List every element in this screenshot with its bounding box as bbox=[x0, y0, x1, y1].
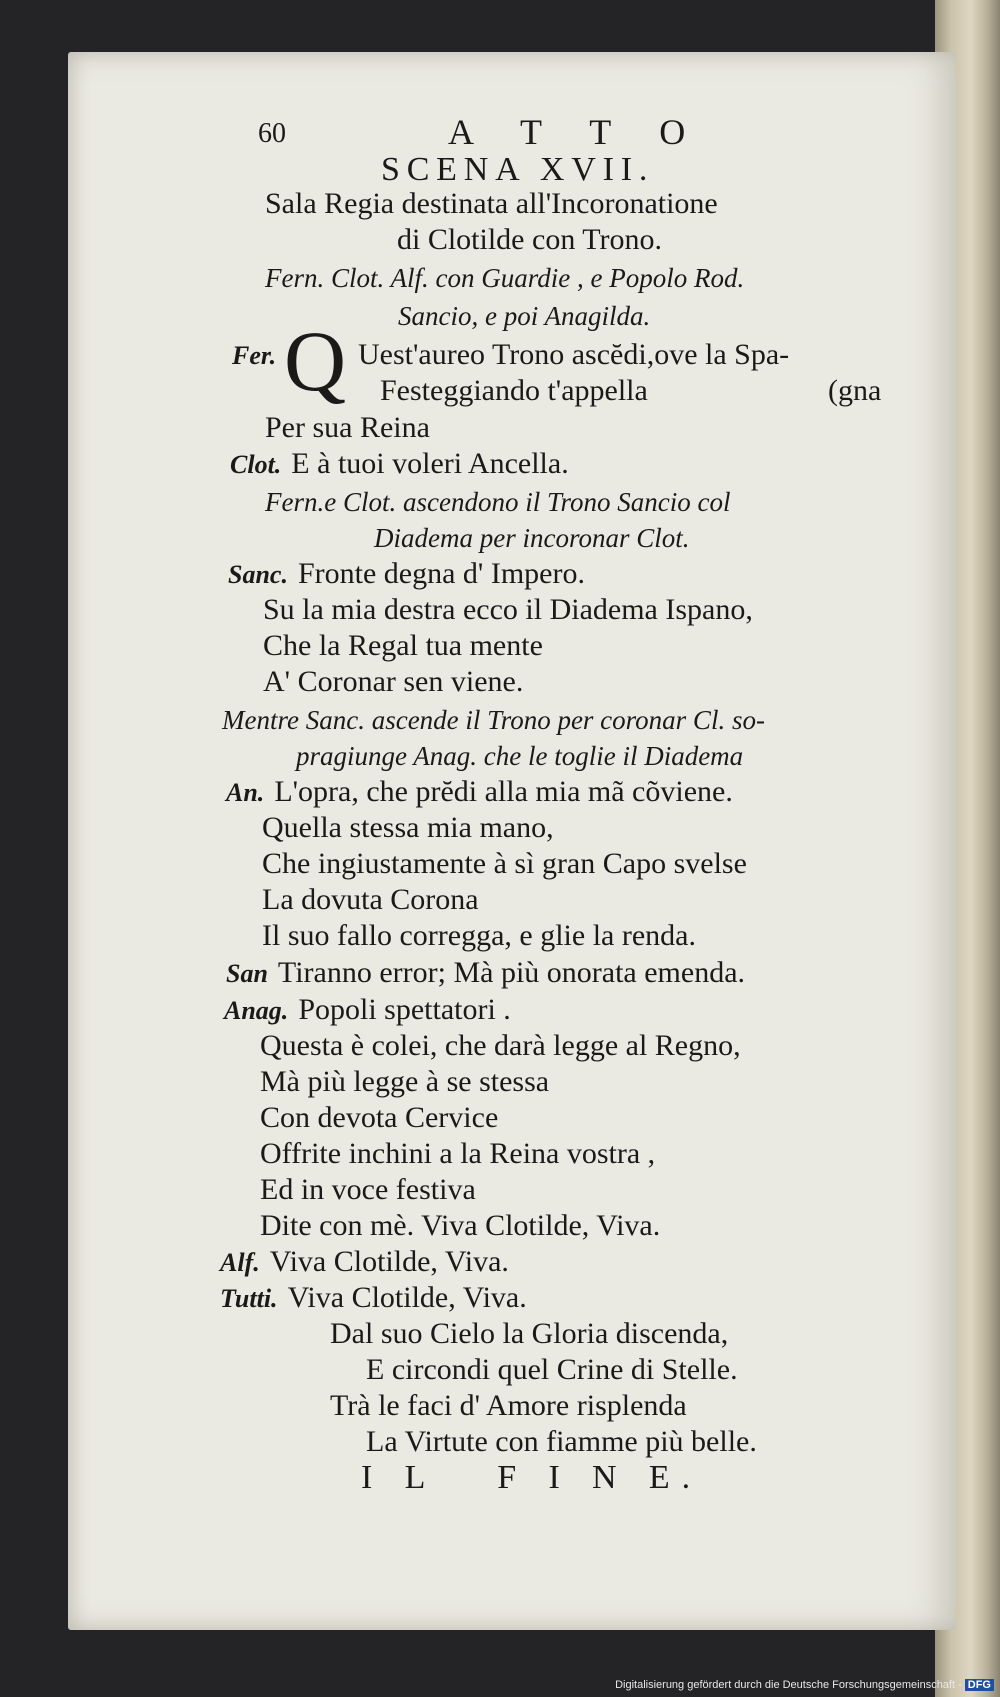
anag-line-3: Mà più legge à se stessa bbox=[260, 1065, 550, 1098]
speaker-sanc: Sanc. bbox=[228, 560, 288, 589]
sanc-line-1: Fronte degna d' Impero. bbox=[297, 557, 585, 590]
clot-line: E à tuoi voleri Ancella. bbox=[291, 447, 569, 480]
speaker-san: San bbox=[226, 959, 268, 988]
an-line-2: Quella stessa mia mano, bbox=[262, 811, 554, 844]
an-line-3: Che ingiustamente à sì gran Capo svelse bbox=[262, 847, 747, 880]
speech-clot bbox=[230, 446, 569, 483]
speech-anag bbox=[224, 992, 511, 1029]
an-line-1: L'opra, che prĕdi alla mia mã cõviene. bbox=[274, 775, 733, 808]
speech-tutti bbox=[220, 1280, 527, 1317]
speaker-an: An. bbox=[226, 778, 265, 807]
drop-cap: Q bbox=[284, 313, 347, 409]
stage-direction-1-line-1: Fern.e Clot. ascendono il Trono Sancio col bbox=[265, 487, 731, 517]
fer-line-2: Festeggiando t'appella bbox=[380, 374, 648, 407]
fer-line-1: Uest'aureo Trono ascĕdi,ove la Spa- bbox=[358, 338, 790, 371]
fer-line-2-tail: (gna bbox=[828, 374, 882, 407]
speech-sanc bbox=[228, 556, 585, 593]
chorus-line-1: Dal suo Cielo la Gloria discenda, bbox=[330, 1317, 729, 1350]
anag-line-7: Dite con mè. Viva Clotilde, Viva. bbox=[260, 1209, 661, 1242]
alf-line: Viva Clotilde, Viva. bbox=[269, 1245, 509, 1278]
speaker-anag: Anag. bbox=[224, 996, 289, 1025]
cast-line-1: Fern. Clot. Alf. con Guardie , e Popolo Rod. bbox=[265, 263, 745, 293]
speech-alf bbox=[220, 1244, 509, 1281]
anag-line-1: Popoli spettatori . bbox=[298, 993, 511, 1026]
speech-san bbox=[226, 955, 745, 992]
sanc-line-2: Su la mia destra ecco il Diadema Ispano, bbox=[263, 593, 753, 626]
anag-line-6: Ed in voce festiva bbox=[260, 1173, 476, 1206]
footer-text: Digitalisierung gefördert durch die Deutsche Forschungsgemeinschaft - bbox=[615, 1679, 962, 1691]
sanc-line-4: A' Coronar sen viene. bbox=[263, 665, 524, 698]
chorus-line-3: Trà le faci d' Amore risplenda bbox=[330, 1389, 687, 1422]
speech-an bbox=[226, 774, 733, 811]
setting-line-2: di Clotilde con Trono. bbox=[397, 223, 663, 256]
anag-line-2: Questa è colei, che darà legge al Regno, bbox=[260, 1029, 741, 1062]
dfg-logo: DFG bbox=[965, 1679, 994, 1691]
speaker-fer: Fer. bbox=[232, 341, 277, 370]
end-title: I L F I N E. bbox=[361, 1459, 702, 1496]
chorus-line-4: La Virtute con fiamme più belle. bbox=[366, 1425, 757, 1458]
stage-direction-2-line-2: pragiunge Anag. che le toglie il Diadema bbox=[296, 741, 744, 771]
fer-line-3: Per sua Reina bbox=[265, 411, 430, 444]
chorus-line-2: E circondi quel Crine di Stelle. bbox=[366, 1353, 738, 1386]
setting-line-1: Sala Regia destinata all'Incoronatione bbox=[265, 187, 718, 220]
stage-direction-2-line-1: Mentre Sanc. ascende il Trono per coronar Cl. so- bbox=[222, 705, 765, 735]
digitization-footer bbox=[615, 1679, 994, 1691]
san-line: Tiranno error; Mà più onorata emenda. bbox=[277, 956, 746, 989]
an-line-5: Il suo fallo corregga, e glie la renda. bbox=[262, 919, 696, 952]
cast-line-2: Sancio, e poi Anagilda. bbox=[398, 301, 651, 331]
anag-line-5: Offrite inchini a la Reina vostra , bbox=[260, 1137, 656, 1170]
anag-line-4: Con devota Cervice bbox=[260, 1101, 499, 1134]
stage-direction-1-line-2: Diadema per incoronar Clot. bbox=[374, 523, 690, 553]
page-number: 60 bbox=[258, 118, 286, 149]
running-title: A T T O bbox=[448, 112, 705, 152]
scene-title: SCENA XVII. bbox=[381, 151, 655, 188]
speaker-tutti: Tutti. bbox=[220, 1284, 278, 1313]
an-line-4: La dovuta Corona bbox=[262, 883, 479, 916]
book-page bbox=[68, 52, 956, 1630]
tutti-line: Viva Clotilde, Viva. bbox=[287, 1281, 527, 1314]
sanc-line-3: Che la Regal tua mente bbox=[263, 629, 543, 662]
speaker-clot: Clot. bbox=[230, 450, 282, 479]
speaker-alf: Alf. bbox=[220, 1248, 260, 1277]
